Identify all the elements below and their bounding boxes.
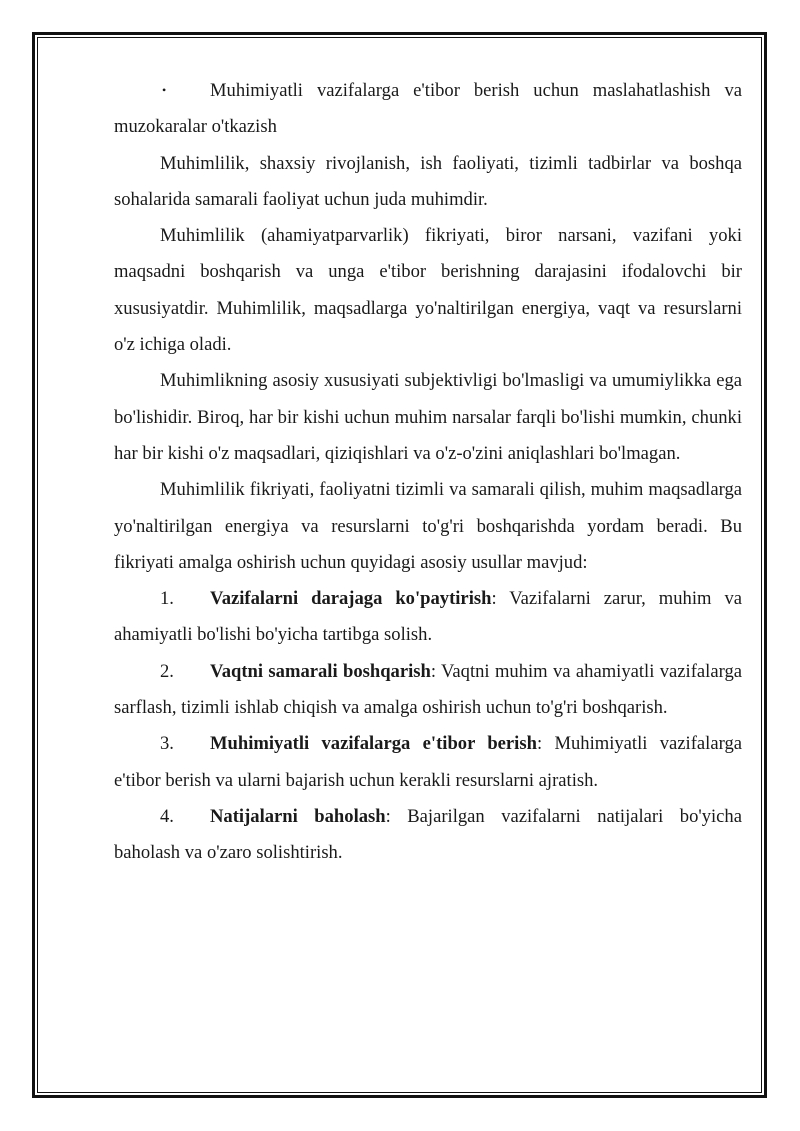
paragraph-1: Muhimlilik, shaxsiy rivojlanish, ish faoliyati, tizimli tadbirlar va boshqa sohalarida samarali faoliyat uchun juda muhimdir.: [114, 152, 742, 210]
list-text: : Vaqtni muhim va ahamiyatli vazifalarga sarflash, tizimli ishlab chiqish va amalga oshirish uchun to'g'ri boshqarish.: [114, 660, 742, 719]
list-item-2: [114, 654, 742, 727]
list-number: 1.: [160, 588, 174, 610]
list-term: Muhimiyatli vazifalarga e'tibor berish: [210, 733, 537, 755]
list-text: : Vazifalarni zarur, muhim va ahamiyatli bo'lishi bo'yicha tartibga solish.: [114, 588, 742, 646]
paragraph-3: Muhimlikning asosiy xususiyati subjektivligi bo'lmasligi va umumiylikka ega bo'lishidir. Biroq, har bir kishi uchun muhim narsalar farqli bo'lishi mumkin, chunki har bir kishi o'z maqsadlari, qiziqishlari va o'z-o'zini aniqlashlari bo'lmagan.: [114, 370, 742, 464]
bullet-item: [114, 72, 742, 146]
list-item-3: [114, 726, 742, 799]
list-term: Vazifalarni darajaga ko'paytirish: [210, 588, 492, 610]
list-text: : Muhimiyatli vazifalarga e'tibor berish va ularni bajarish uchun kerakli resurslarni ajratish.: [114, 733, 742, 791]
list-term: Natijalarni baholash: [210, 805, 386, 827]
bullet-marker: •: [162, 83, 167, 97]
list-item-4: [114, 799, 742, 872]
list-number: 3.: [160, 733, 174, 755]
list-item-1: [114, 581, 742, 654]
list-text: : Bajarilgan vazifalarni natijalari bo'yicha baholash va o'zaro solishtirish.: [114, 805, 742, 864]
list-number: 4.: [160, 805, 174, 827]
paragraph-2: Muhimlilik (ahamiyatparvarlik) fikriyati, biror narsani, vazifani yoki maqsadni boshqarish va unga e'tibor berishning darajasini ifodalovchi bir xususiyatdir. Muhimlilik, maqsadlarga yo'naltirilgan energiya, vaqt va resurslarni o'z ichiga oladi.: [114, 225, 742, 356]
bullet-text: Muhimiyatli vazifalarga e'tibor berish uchun maslahatlashish va muzokaralar o'tkazish: [114, 80, 742, 138]
list-number: 2.: [160, 660, 174, 682]
paragraph-4: Muhimlilik fikriyati, faoliyatni tizimli va samarali qilish, muhim maqsadlarga yo'naltirilgan energiya va resurslarni to'g'ri boshqarishda yordam beradi. Bu fikriyati amalga oshirish uchun quyidagi asosiy usullar mavjud:: [114, 479, 742, 573]
list-term: Vaqtni samarali boshqarish: [210, 660, 431, 682]
document-body: [114, 72, 742, 872]
